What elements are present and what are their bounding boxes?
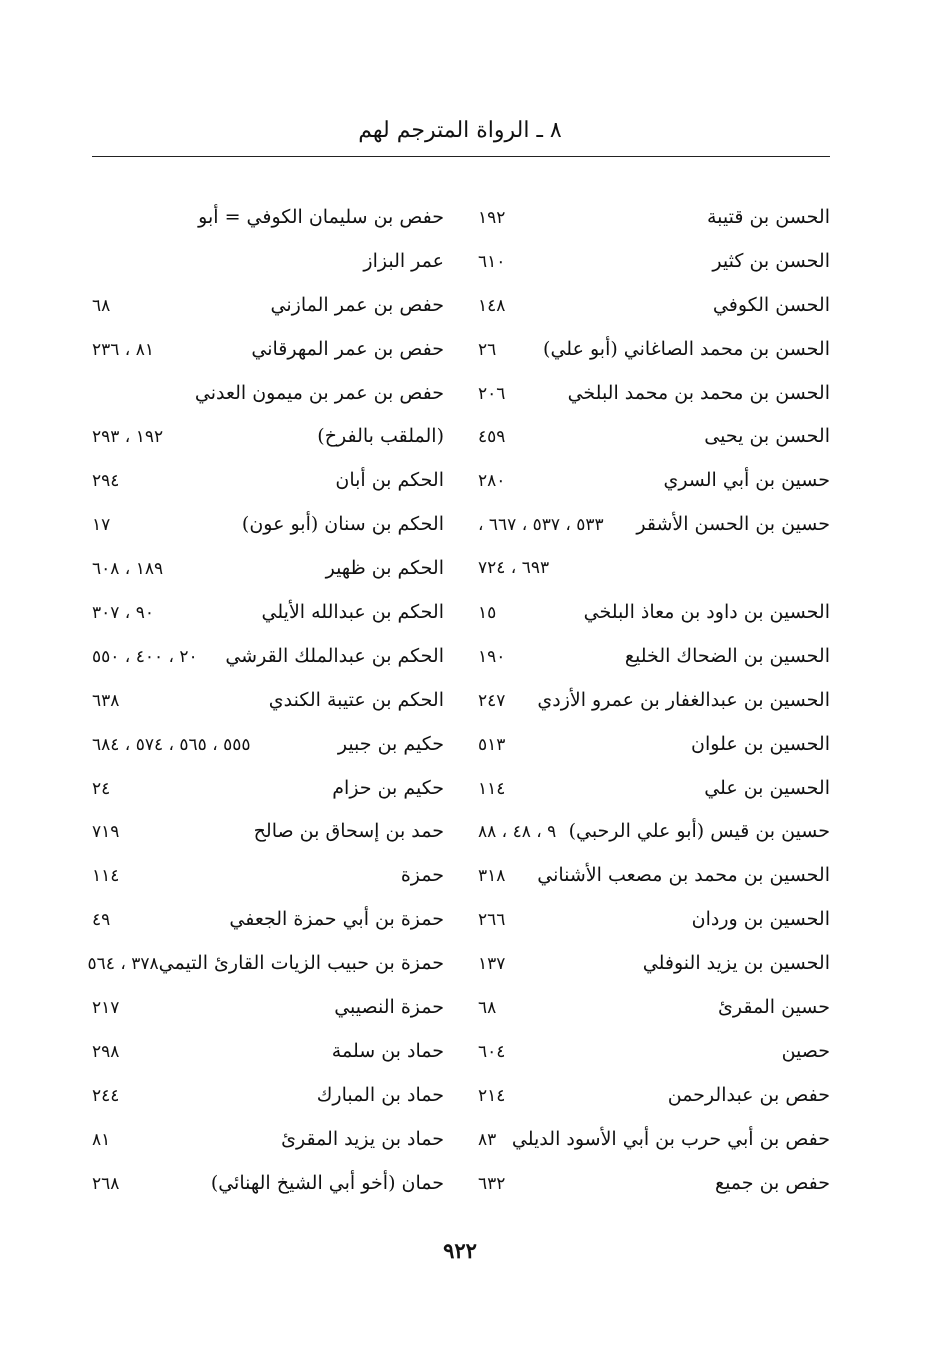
index-entry <box>478 635 830 679</box>
page-references: ٨١ ، ٢٣٦ <box>92 339 154 360</box>
index-entry <box>478 547 830 591</box>
index-entry <box>478 1074 830 1118</box>
narrator-name: حفص بن أبي حرب بن أبي الأسود الديلي <box>511 1127 830 1150</box>
index-entry <box>92 635 444 679</box>
narrator-name: حماد بن يزيد المقرئ <box>281 1127 444 1150</box>
page-references: ٢٦ <box>478 339 497 360</box>
page-references: ٢٩٨ <box>92 1041 120 1062</box>
index-entry <box>478 1162 830 1206</box>
narrator-name: حمزة النصيبي <box>334 996 444 1019</box>
narrator-name: الحسين بن علوان <box>691 732 830 755</box>
narrator-name: حماد بن سلمة <box>331 1039 444 1062</box>
narrator-name: حفص بن عبدالرحمن <box>667 1083 830 1106</box>
narrator-name: الحسين بن وردان <box>691 908 830 931</box>
page-references: ١٩٠ <box>478 646 506 667</box>
index-entry <box>92 1118 444 1162</box>
index-entry <box>478 1030 830 1074</box>
index-entry <box>478 942 830 986</box>
index-entry <box>478 459 830 503</box>
right-column <box>478 196 830 1205</box>
page-references: ٣٧٨ ، ٥٦٤ <box>87 954 159 975</box>
page-references: ٧١٩ <box>92 822 120 843</box>
page-references: ٢١٧ <box>92 998 120 1019</box>
index-entry <box>92 810 444 854</box>
narrator-name: حفص بن عمر المازني <box>270 293 444 316</box>
narrator-name: حمد بن إسحاق بن صالح <box>253 820 444 843</box>
index-entry <box>92 898 444 942</box>
page-references: ٦٩٣ ، ٧٢٤ <box>478 558 550 579</box>
narrator-name: الحسن بن محمد بن محمد البلخي <box>567 381 830 404</box>
index-entry <box>92 986 444 1030</box>
narrator-name: الحسن الكوفي <box>712 293 830 316</box>
index-entry <box>92 372 444 416</box>
page-references: ٢١٤ <box>478 1085 506 1106</box>
page-references: ٣١٨ <box>478 866 506 887</box>
index-entry <box>478 328 830 372</box>
index-entry <box>478 986 830 1030</box>
index-entry <box>92 679 444 723</box>
index-entry <box>478 372 830 416</box>
narrator-name: الحسين بن محمد بن مصعب الأشناني <box>537 864 830 887</box>
index-entry <box>478 767 830 811</box>
narrator-name: الحكم بن عبدالله الأيلي <box>261 601 444 624</box>
narrator-name: حكيم بن جبير <box>337 732 444 755</box>
narrator-name: حفص بن عمر بن ميمون العدني <box>194 381 444 404</box>
page-references: ٦٣٨ <box>92 690 120 711</box>
narrator-name: حسين بن قيس (أبو علي الرحبي) <box>568 820 830 843</box>
index-entry <box>92 415 444 459</box>
index-entry <box>478 898 830 942</box>
page-references: ١٩٢ ، ٢٩٣ <box>92 427 164 448</box>
page-references: ٤٩ <box>92 910 111 931</box>
index-entry <box>478 503 830 547</box>
narrator-name: عمر البزاز <box>363 249 444 272</box>
index-entry <box>478 591 830 635</box>
index-entry <box>92 1162 444 1206</box>
page-references: ١١٤ <box>92 866 120 887</box>
narrator-name: حسين بن أبي السري <box>663 469 830 492</box>
index-entry <box>478 854 830 898</box>
page-references: ١٣٧ <box>478 954 506 975</box>
index-entry <box>478 415 830 459</box>
index-entry <box>92 547 444 591</box>
narrator-name: الحسين بن داود بن معاذ البلخي <box>583 601 830 624</box>
narrator-name: الحسن بن محمد الصاغاني (أبو علي) <box>543 337 830 360</box>
index-entry <box>478 723 830 767</box>
narrator-name: حفص بن سليمان الكوفي = أبو <box>198 206 444 228</box>
page-references: ٦٠٤ <box>478 1041 506 1062</box>
page-references: ٢٩٤ <box>92 471 120 492</box>
index-entry <box>92 459 444 503</box>
narrator-name: الحسين بن يزيد النوفلي <box>642 952 830 975</box>
narrator-name: الحكم بن عبدالملك القرشي <box>225 644 444 667</box>
narrator-name: الحكم بن أبان <box>335 469 444 492</box>
narrator-name: حماد بن المبارك <box>316 1083 444 1106</box>
narrator-name: الحسين بن عبدالغفار بن عمرو الأزدي <box>537 688 830 711</box>
page-references: ٢٤٧ <box>478 690 506 711</box>
page-references: ٦١٠ <box>478 251 506 272</box>
page-references: ٢٠٦ <box>478 383 506 404</box>
narrator-name: حمزة <box>400 864 444 887</box>
narrator-name: الحكم بن سنان (أبو عون) <box>241 513 444 536</box>
index-entry <box>92 854 444 898</box>
index-entry <box>92 767 444 811</box>
narrator-name: الحسن بن يحيى <box>704 425 830 448</box>
index-entry <box>87 942 444 986</box>
narrator-name: حكيم بن حزام <box>332 776 444 799</box>
page-references: ٥١٣ <box>478 734 506 755</box>
index-entry <box>478 284 830 328</box>
index-entry <box>92 328 444 372</box>
narrator-name: (الملقب بالفرخ) <box>317 425 444 448</box>
page-references: ١١٤ <box>478 778 506 799</box>
page-references: ٢٨٠ <box>478 471 506 492</box>
narrator-name: الحكم بن ظهير <box>325 557 444 580</box>
index-entry <box>478 196 830 240</box>
page-references: ١٨٩ ، ٦٠٨ <box>92 559 164 580</box>
narrator-name: حمان (أخو أبي الشيخ الهنائي) <box>210 1171 444 1194</box>
index-entry <box>92 1030 444 1074</box>
page-references: ٩٠ ، ٣٠٧ <box>92 603 154 624</box>
index-entry <box>478 810 830 854</box>
index-entry <box>92 196 444 240</box>
index-entry <box>92 1074 444 1118</box>
page-references: ٦٣٢ <box>478 1173 506 1194</box>
page-references: ٢٤ <box>92 778 111 799</box>
page-references: ١٧ <box>92 515 111 536</box>
page-references: ٦٨ <box>478 998 497 1019</box>
page-references: ٢٦٨ <box>92 1173 120 1194</box>
left-column <box>87 196 444 1205</box>
narrator-name: حصين <box>781 1039 830 1062</box>
narrator-name: الحسين بن الضحاك الخليع <box>624 644 830 667</box>
page-references: ٩ ، ٤٨ ، ٨٨ <box>478 822 557 843</box>
page-references: ٨١ <box>92 1129 111 1150</box>
narrator-name: حسين المقرئ <box>718 996 830 1019</box>
narrator-name: الحسين بن علي <box>704 776 830 799</box>
narrator-name: حمزة بن أبي حمزة الجعفي <box>229 908 444 931</box>
index-entry <box>92 284 444 328</box>
page-references: ٢٠ ، ٤٠٠ ، ٥٥٠ <box>92 646 198 667</box>
page-references: ١٥ <box>478 603 497 624</box>
page-references: ٢٤٤ <box>92 1085 120 1106</box>
page-header: ٨ ـ الرواة المترجم لهم <box>358 118 562 143</box>
page-references: ١٤٨ <box>478 295 506 316</box>
page-references: ٤٥٩ <box>478 427 506 448</box>
narrator-name: الحسن بن قتيبة <box>706 206 830 228</box>
index-entry <box>478 240 830 284</box>
index-entry <box>478 1118 830 1162</box>
narrator-name: الحكم بن عتيبة الكندي <box>268 688 444 711</box>
page-references: ٨٣ <box>478 1129 497 1150</box>
narrator-name: حفص بن جميع <box>714 1171 830 1194</box>
page-references: ٢٦٦ <box>478 910 506 931</box>
index-entry <box>478 679 830 723</box>
index-entry <box>92 240 444 284</box>
header-rule <box>92 156 830 157</box>
index-entry <box>92 503 444 547</box>
narrator-name: حمزة بن حبيب الزيات القارئ التيمي <box>158 952 444 975</box>
narrator-name: حسين بن الحسن الأشقر <box>636 513 830 536</box>
page-number: ٩٢٢ <box>443 1238 477 1263</box>
index-entry <box>92 723 444 767</box>
page-references: ٥٥٥ ، ٥٦٥ ، ٥٧٤ ، ٦٨٤ <box>92 734 251 755</box>
page-references: ٦٨ <box>92 295 111 316</box>
narrator-name: الحسن بن كثير <box>712 249 830 272</box>
page-references: ١٩٢ <box>478 208 506 228</box>
index-entry <box>92 591 444 635</box>
narrator-name: حفص بن عمر المهرقاني <box>251 337 444 360</box>
page-references: ٥٣٣ ، ٥٣٧ ، ٦٦٧ ، <box>478 515 604 536</box>
